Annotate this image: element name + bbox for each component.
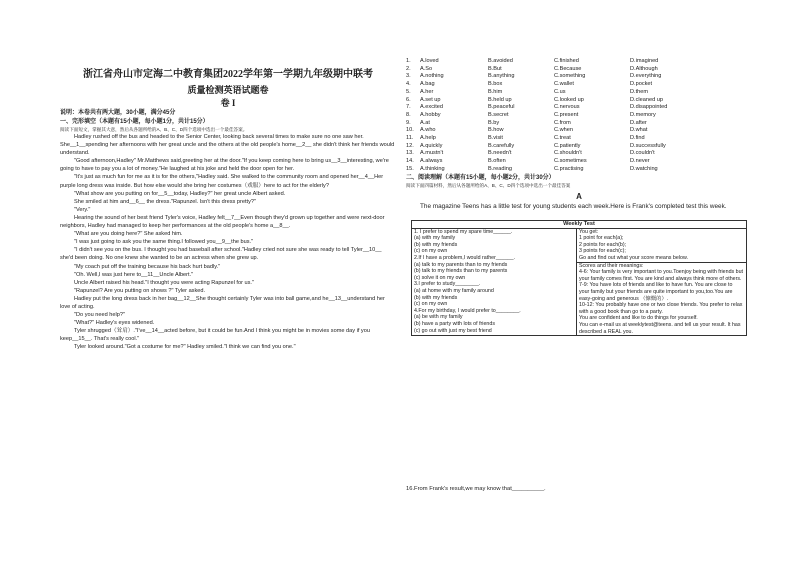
passage-paragraph: Hadley put the long dress back in her bag__12__She thought certainly Tyler was into ball game,and he__13__understand her love of acting. bbox=[60, 295, 385, 310]
passage-intro: The magazine Teens has a little test for young students each week.Here is Frank's completed test this week. bbox=[420, 203, 727, 211]
option-choice: A.excited bbox=[420, 104, 444, 111]
option-choice: C.practising bbox=[554, 165, 584, 172]
passage-paragraph: "Rapunzel? Are you putting on shows ?" Tyler asked. bbox=[74, 287, 206, 294]
option-choice: A.her bbox=[420, 88, 434, 95]
option-row bbox=[406, 135, 752, 143]
passage-paragraph: "I didn't see you on the bus. I thought you had baseball after school."Hadley cried not sure she was ready to tell Tyler__10__ she'd been doing. No one knew she wanted to be an actress when she grew up. bbox=[60, 247, 382, 262]
section2-direction: 阅读下面四篇材料，然后从各题所给的A、B、C、D四个选项中选出一个最佳答案 bbox=[406, 183, 571, 189]
option-choice: C.wallet bbox=[554, 81, 574, 88]
option-row bbox=[406, 66, 752, 74]
passage-paragraph: Tyler shrugged（耸肩）."I've__14__acted before, but it could be fun.And I think you might be in movies some day if you keep__15__. That's really cool." bbox=[60, 328, 370, 343]
table-line: 1 point for each(a); bbox=[579, 235, 624, 242]
option-choice: D.memory bbox=[630, 111, 656, 118]
option-choice: B.secret bbox=[488, 111, 509, 118]
option-number: 14. bbox=[406, 158, 414, 165]
table-line: You can e-mail us at weeklytest@teens. and tell us your result. It has described a REAL you. bbox=[579, 321, 741, 335]
option-choice: C.something bbox=[554, 73, 586, 80]
table-line: 2.If I have a problem,I would rather______. bbox=[414, 255, 515, 262]
table-line: 10-12: You probably have one or two close friends. You prefer to relax with a good book than go to a party. bbox=[579, 302, 743, 315]
paper-label: 卷 I bbox=[220, 98, 236, 108]
section1-heading: 一、完形填空（本题有15小题，每小题1分，共计15分） bbox=[60, 118, 209, 125]
option-row bbox=[406, 166, 752, 174]
option-choice: C.us bbox=[554, 88, 566, 95]
table-line: (c) on my own bbox=[414, 248, 448, 255]
passage-label: A bbox=[576, 192, 582, 202]
passage-paragraph: "It's just as much fun for me as it is for the others,"Hadley said. She walked to the community room and opened her__4__Her purple long dress was inside. But how else would she bring her costumes（戏服）here to act for the elderly? bbox=[60, 174, 384, 189]
passage-paragraph: Uncle Albert raised his head."I thought you were acting Rapunzel for us." bbox=[74, 279, 254, 286]
option-choice: B.avoided bbox=[488, 58, 513, 64]
option-choice: D.find bbox=[630, 135, 645, 142]
passage-paragraph: "What are you doing here?" She asked him. bbox=[74, 231, 183, 238]
option-choice: D.everything bbox=[630, 73, 662, 80]
points-cell bbox=[577, 228, 747, 262]
option-row bbox=[406, 81, 752, 89]
table-line: 2 points for each(b); bbox=[579, 241, 627, 248]
option-number: 2. bbox=[406, 65, 411, 72]
option-row bbox=[406, 120, 752, 128]
option-row bbox=[406, 73, 752, 81]
option-number: 8. bbox=[406, 111, 411, 118]
questions-cell bbox=[412, 228, 577, 336]
option-choice: D.pocket bbox=[630, 81, 653, 88]
option-number: 9. bbox=[406, 119, 411, 126]
option-choice: C.patiently bbox=[554, 142, 581, 149]
table-line: 3 points for each(c); bbox=[579, 248, 626, 255]
option-choice: D.couldn't bbox=[630, 150, 655, 157]
table-line: 1. I prefer to spend my spare time______. bbox=[414, 228, 513, 235]
option-number: 1. bbox=[406, 58, 411, 64]
option-choice: B.often bbox=[488, 158, 506, 165]
option-choice: D.successfully bbox=[630, 142, 666, 149]
option-choice: D.cleaned up bbox=[630, 96, 663, 103]
option-choice: C.shouldn't bbox=[554, 150, 582, 157]
table-line: (c) go out with just my best friend bbox=[414, 327, 492, 334]
question-16: 16.From Frank's result,we may know that__________. bbox=[406, 486, 546, 492]
table-line: 3.I prefer to study________. bbox=[414, 281, 481, 288]
option-choice: A.nothing bbox=[420, 73, 444, 80]
table-line: Go and find out what your score means below. bbox=[579, 255, 688, 262]
cloze-options bbox=[406, 58, 752, 174]
exam-subtitle: 质量检测英语试题卷 bbox=[187, 85, 269, 95]
option-number: 7. bbox=[406, 104, 411, 111]
option-choice: B.reading bbox=[488, 165, 512, 172]
table-line: (a) with my family bbox=[414, 235, 456, 242]
option-choice: D.watching bbox=[630, 165, 658, 172]
option-row bbox=[406, 112, 752, 120]
option-row bbox=[406, 127, 752, 135]
option-number: 13. bbox=[406, 150, 414, 157]
option-number: 10. bbox=[406, 127, 414, 134]
option-choice: A.bag bbox=[420, 81, 435, 88]
option-number: 15. bbox=[406, 165, 414, 172]
option-choice: C.treat bbox=[554, 135, 571, 142]
option-choice: A.quickly bbox=[420, 142, 443, 149]
option-choice: B.held up bbox=[488, 96, 512, 103]
section2-heading: 二、阅读理解（本题有15小题，每小题2分，共计30分） bbox=[406, 174, 555, 181]
option-choice: A.hobby bbox=[420, 111, 441, 118]
right-column bbox=[406, 58, 752, 336]
option-choice: C.nervous bbox=[554, 104, 580, 111]
table-line: (a) at home with my family around bbox=[414, 287, 494, 294]
weekly-test-title: Weekly Test bbox=[412, 221, 747, 229]
table-line: (b) with my friends bbox=[414, 241, 458, 248]
option-choice: C.sometimes bbox=[554, 158, 587, 165]
option-choice: C.Because bbox=[554, 65, 582, 72]
passage-paragraph: "Oh. Well,I was just here to__11__Uncle Albert." bbox=[74, 271, 194, 278]
option-choice: D.after bbox=[630, 119, 647, 126]
option-choice: D.them bbox=[630, 88, 649, 95]
option-choice: A.help bbox=[420, 135, 436, 142]
passage-paragraph: Tyler looked around."Got a costume for me?" Hadley smiled."I think we can find you one." bbox=[74, 344, 296, 351]
table-line: (c) on my own bbox=[414, 301, 448, 308]
table-line: (b) talk to my friends than to my parents bbox=[414, 268, 508, 275]
option-choice: D.imagined bbox=[630, 58, 659, 64]
option-row bbox=[406, 58, 752, 66]
option-choice: B.him bbox=[488, 88, 503, 95]
passage-paragraph: "Good afternoon,Hadley" Mr.Matthews said,greeting her at the door."If you keep coming here to bring us__3__interesting, we're going to have to pay you a lot of money."He laughed at his joke and held the door open for her. bbox=[60, 158, 389, 173]
option-row bbox=[406, 158, 752, 166]
table-line: (c) solve it on my own bbox=[414, 274, 466, 281]
option-choice: D.what bbox=[630, 127, 648, 134]
option-choice: B.needn't bbox=[488, 150, 512, 157]
option-choice: A.thinking bbox=[420, 165, 445, 172]
option-choice: A.So bbox=[420, 65, 433, 72]
table-line: (a) be with my family bbox=[414, 314, 463, 321]
option-choice: C.from bbox=[554, 119, 571, 126]
option-choice: B.carefully bbox=[488, 142, 515, 149]
option-row bbox=[406, 89, 752, 97]
option-number: 5. bbox=[406, 88, 411, 95]
section1-direction: 阅读下面短文，掌握其大意，然后从各题所给的A、B、C、D四个选项中选出一个最佳答案。 bbox=[60, 127, 248, 132]
instructions: 说明：本卷共有两大题，30小题，满分45分 bbox=[60, 110, 176, 116]
option-choice: D.disappointed bbox=[630, 104, 668, 111]
option-row bbox=[406, 150, 752, 158]
option-choice: D.never bbox=[630, 158, 650, 165]
option-number: 11. bbox=[406, 135, 414, 142]
option-choice: A.loved bbox=[420, 58, 439, 64]
table-line: 4-6: Your family is very important to you.Toenjoy being with friends but your family comes first. You are kind and always think more of others. bbox=[579, 269, 743, 282]
option-choice: B.But bbox=[488, 65, 502, 72]
option-choice: B.box bbox=[488, 81, 503, 88]
table-line: Scores and their meanings: bbox=[579, 262, 644, 269]
passage-paragraph: Hadley rushed off the bus and headed to the Senior Center, looking back several times to make sure no one saw her. She__1__spending her afternoons with her great uncle and the others at the old people's home__2__ she didn't think her friends would understand. bbox=[60, 134, 395, 157]
option-choice: A.mustn't bbox=[420, 150, 444, 157]
option-choice: B.by bbox=[488, 119, 500, 126]
option-choice: B.visit bbox=[488, 135, 503, 142]
passage-paragraph: "My coach put off the training because his back hurt badly." bbox=[74, 263, 221, 270]
option-row bbox=[406, 97, 752, 105]
option-choice: B.peaceful bbox=[488, 104, 515, 111]
option-choice: D.Although bbox=[630, 65, 658, 72]
table-line: 4.For my birthday, I would prefer to________. bbox=[414, 307, 521, 314]
table-line: You are confident and like to do things for yourself. bbox=[579, 315, 698, 322]
passage-paragraph: "Do you need help?" bbox=[74, 312, 125, 319]
option-choice: B.how bbox=[488, 127, 504, 134]
passage-paragraph: "I was just going to ask you the same thing.I followed you__9__the bus." bbox=[74, 239, 254, 246]
option-choice: A.always bbox=[420, 158, 443, 165]
table-line: 7-9: You have lots of friends and like to have fun. You are close to your family but your friends are quite important to you,too.You are easy-going and generous （慷慨的）. bbox=[579, 282, 733, 302]
option-choice: A.who bbox=[420, 127, 436, 134]
option-number: 4. bbox=[406, 81, 411, 88]
option-choice: C.when bbox=[554, 127, 573, 134]
table-line: (b) have a party with lots of friends bbox=[414, 320, 495, 327]
passage-paragraph: "What show are you putting on for__5__today, Hadley?" her great uncle Albert asked. bbox=[74, 190, 286, 197]
option-number: 6. bbox=[406, 96, 411, 103]
table-line: (a) talk to my parents than to my friends bbox=[414, 261, 508, 268]
option-number: 12. bbox=[406, 142, 414, 149]
scores-cell bbox=[577, 262, 747, 336]
exam-title: 浙江省舟山市定海二中教育集团2022学年第一学期九年级期中联考 bbox=[83, 69, 373, 80]
left-column bbox=[60, 58, 396, 352]
option-row bbox=[406, 104, 752, 112]
passage-paragraph: She smiled at him and__6__ the dress."Rapunzel. Isn't this dress pretty?" bbox=[74, 198, 256, 205]
cloze-passage bbox=[60, 133, 396, 352]
weekly-test-table bbox=[411, 220, 747, 336]
option-choice: C.looked up bbox=[554, 96, 584, 103]
option-choice: A.at bbox=[420, 119, 430, 126]
option-row bbox=[406, 143, 752, 151]
table-line: You get: bbox=[579, 228, 599, 235]
option-choice: A.set up bbox=[420, 96, 441, 103]
option-number: 3. bbox=[406, 73, 411, 80]
option-choice: C.present bbox=[554, 111, 579, 118]
option-choice: B.anything bbox=[488, 73, 515, 80]
option-choice: C.finished bbox=[554, 58, 579, 64]
passage-paragraph: "Very." bbox=[74, 206, 91, 213]
passage-paragraph: "What?" Hadley's eyes widened. bbox=[74, 320, 155, 327]
table-line: (b) with my friends bbox=[414, 294, 458, 301]
passage-paragraph: Hearing the sound of her best friend Tyler's voice, Hadley felt__7__Even though they'd grown up together and were next-door neighbors, Hadley had managed to keep her performances at the old people's home a__8__. bbox=[60, 214, 385, 230]
